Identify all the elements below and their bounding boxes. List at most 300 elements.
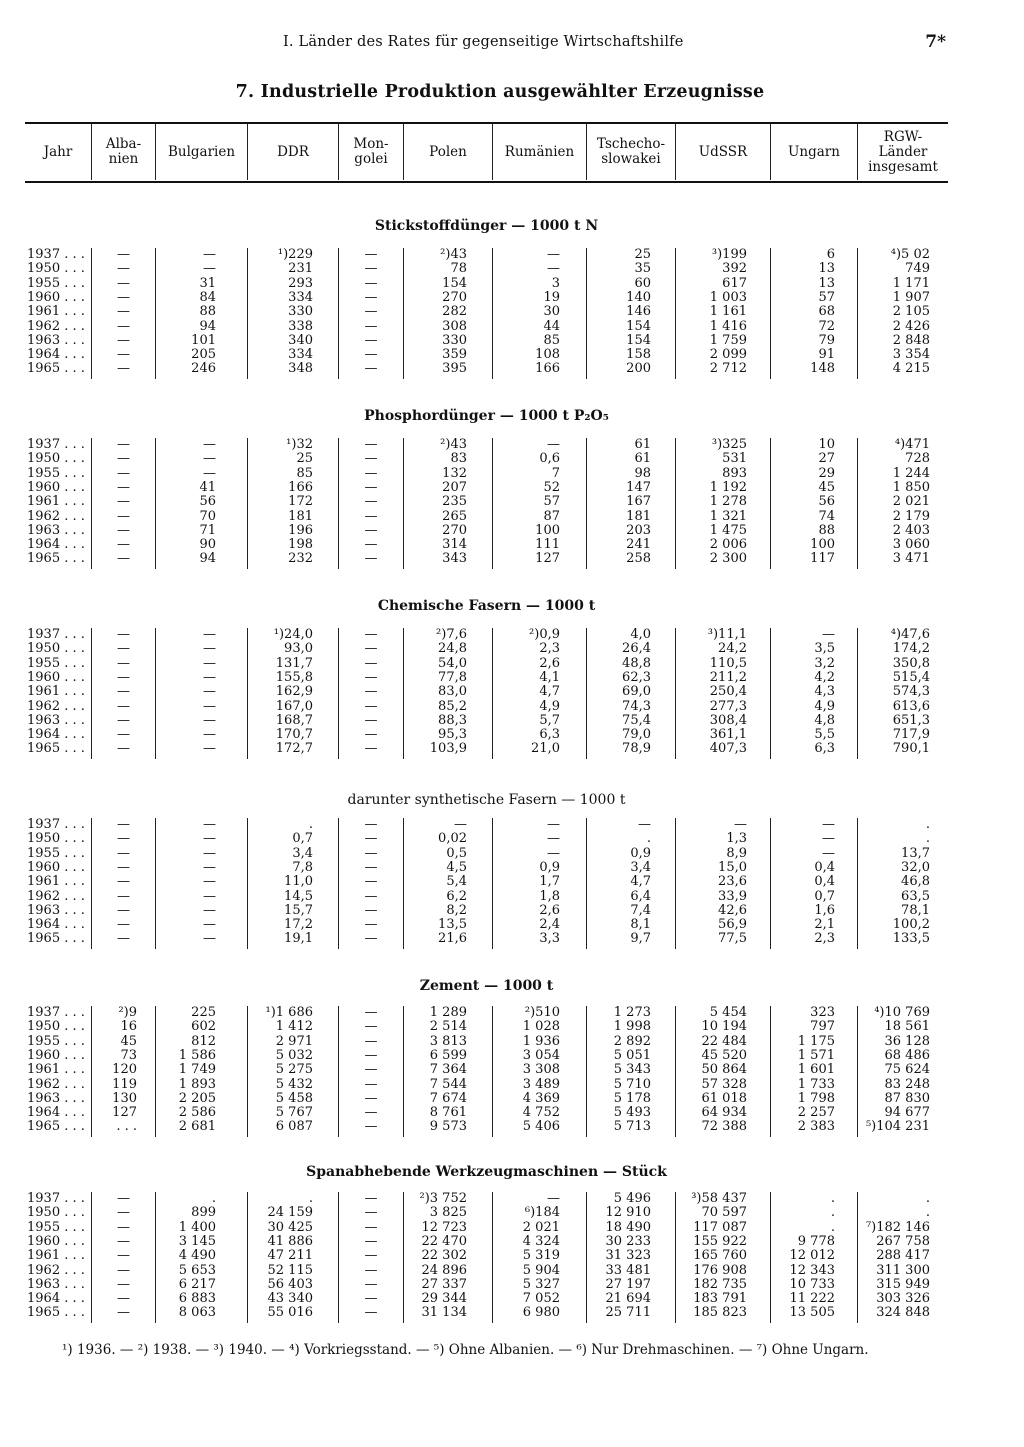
value-cell: — [203,247,216,262]
value-cell: 293 [288,275,313,291]
value-cell: 61 [634,451,651,467]
value-cell: 131,7 [275,655,313,671]
year-cell: 1960 . . . [27,479,85,495]
value-cell: — [203,931,216,947]
value-cell: — [117,522,130,538]
year-cell: 1955 . . . [27,845,85,861]
value-cell: 56 403 [267,1276,313,1292]
value-cell: — [822,831,835,847]
value-cell: 1 998 [613,1019,651,1035]
year-cell: 1937 . . . [27,817,85,832]
column-header: Bulgarien [155,124,247,180]
value-cell: — [364,1076,378,1092]
value-cell: 2 105 [892,304,930,320]
value-cell: 11,0 [284,874,313,890]
value-cell: 7 052 [522,1291,560,1307]
value-cell: 14,5 [284,888,313,904]
value-cell: 174,2 [892,641,930,657]
value-cell: — [117,318,130,334]
year-cell: 1965 . . . [27,1305,85,1321]
value-cell: — [117,1276,130,1292]
value-cell: — [117,304,130,320]
year-cell: 1950 . . . [27,831,85,847]
value-cell: . [925,1191,930,1206]
value-cell: 3,4 [292,845,313,861]
year-cell: 1962 . . . [27,1076,85,1092]
table-row [25,320,948,334]
value-cell: 24,8 [438,641,467,657]
value-cell: — [454,817,467,832]
value-cell: 21,6 [438,931,467,947]
value-cell: 1,7 [539,874,560,890]
value-cell: 2,1 [814,917,835,933]
value-cell: 57 [543,494,560,510]
table-row [25,1120,948,1134]
value-cell: 2 848 [892,332,930,348]
value-cell: 24,2 [718,641,747,657]
value-cell: 338 [288,318,313,334]
value-cell: ²)3 752 [419,1191,467,1206]
year-cell: 1962 . . . [27,698,85,714]
table-row [25,1235,948,1249]
value-cell: ⁵)104 231 [865,1119,930,1135]
value-cell: 0,9 [630,845,651,861]
value-cell: — [364,522,378,538]
value-cell: — [203,627,216,642]
value-cell: — [364,741,378,757]
value-cell: — [364,1019,378,1035]
value-cell: 10 [818,437,835,452]
value-cell: 79 [818,332,835,348]
value-cell: — [364,361,378,377]
value-cell: 84 [199,289,216,305]
value-cell: 148 [810,361,835,377]
value-cell: 33,9 [718,888,747,904]
value-cell: 185 823 [693,1305,747,1321]
value-cell: — [547,247,560,262]
value-cell: 111 [535,537,560,553]
value-cell: 165 760 [693,1248,747,1264]
value-cell: 311 300 [876,1262,930,1278]
value-cell: 19 [543,289,560,305]
table-row [25,362,948,376]
value-cell: 2,4 [539,917,560,933]
table-row [25,1221,948,1235]
year-cell: 1964 . . . [27,347,85,363]
value-cell: 3 054 [522,1047,560,1063]
value-cell: 288 417 [876,1248,930,1264]
value-cell: 1 278 [709,494,747,510]
value-cell: . [646,831,651,847]
value-cell: 74 [818,508,835,524]
value-cell: — [364,479,378,495]
year-cell: 1965 . . . [27,931,85,947]
value-cell: — [117,874,130,890]
table-row [25,452,948,466]
table-row [25,818,948,832]
column-header: Ungarn [770,124,857,180]
value-cell: 94 677 [884,1105,930,1121]
section-block [25,1192,948,1323]
year-cell: 1960 . . . [27,859,85,875]
value-cell: 8,2 [446,902,467,918]
value-cell: 70 [199,508,216,524]
value-cell: 899 [191,1205,216,1221]
value-cell: 1 161 [709,304,747,320]
year-cell: 1963 . . . [27,1276,85,1292]
value-cell: 5 713 [613,1119,651,1135]
value-cell: 893 [722,465,747,481]
value-cell: 154 [442,275,467,291]
value-cell: 323 [810,1005,835,1020]
table-row [25,495,948,509]
table-row [25,861,948,875]
value-cell: — [364,1005,378,1020]
value-cell: 6,4 [630,888,651,904]
value-cell: 5 653 [178,1262,216,1278]
section-block [25,248,948,379]
value-cell: — [203,902,216,918]
table-row [25,628,948,642]
year-cell: 1965 . . . [27,741,85,757]
value-cell: 24 159 [267,1205,313,1221]
value-cell: 5 432 [275,1076,313,1092]
value-cell: 5 275 [275,1062,313,1078]
value-cell: — [117,902,130,918]
value-cell: 1 003 [709,289,747,305]
value-cell: 166 [535,361,560,377]
year-cell: 1950 . . . [27,1205,85,1221]
year-cell: 1965 . . . [27,1119,85,1135]
value-cell: — [364,551,378,567]
value-cell: — [117,698,130,714]
value-cell: 574,3 [892,684,930,700]
table-row [25,1006,948,1020]
table-row [25,890,948,904]
value-cell: — [117,817,130,832]
value-cell: 5 493 [613,1105,651,1121]
value-cell: 56,9 [718,917,747,933]
value-cell: — [364,859,378,875]
value-cell: . [308,817,313,832]
value-cell: 2 257 [797,1105,835,1121]
value-cell: 5,7 [539,712,560,728]
table-row [25,467,948,481]
section-block [25,628,948,759]
value-cell: 36 128 [884,1033,930,1049]
value-cell: — [364,684,378,700]
value-cell: 22 470 [421,1233,467,1249]
value-cell: 30 233 [605,1233,651,1249]
value-cell: 4,5 [446,859,467,875]
year-cell: 1937 . . . [27,1005,85,1020]
table-title: 7. Industrielle Produktion ausgewählter Erzeugnisse [235,82,765,102]
value-cell: 1 416 [709,318,747,334]
value-cell: . . . [116,1119,137,1135]
value-cell: 18 490 [605,1219,651,1235]
value-cell: 4,9 [539,698,560,714]
value-cell: — [364,261,378,277]
value-cell: 13,5 [438,917,467,933]
value-cell: 2,3 [814,931,835,947]
table-row [25,1206,948,1220]
value-cell: . [925,831,930,847]
value-cell: 0,02 [438,831,467,847]
value-cell: 2 712 [709,361,747,377]
value-cell: 91 [818,347,835,363]
value-cell: 78,9 [622,741,651,757]
section-title: darunter synthetische Fasern — 1000 t [347,792,626,808]
value-cell: — [822,627,835,642]
value-cell: — [117,1248,130,1264]
footnotes: ¹) 1936. — ²) 1938. — ³) 1940. — ⁴) Vorkriegsstand. — ⁵) Ohne Albanien. — ⁶) Nur Drehmaschinen. — ⁷) Ohne Ungarn. [62,1342,869,1358]
year-cell: 1937 . . . [27,1191,85,1206]
column-header: Polen [403,124,492,180]
value-cell: ²)7,6 [436,627,467,642]
year-cell: 1962 . . . [27,508,85,524]
value-cell: 2 383 [797,1119,835,1135]
value-cell: 314 [442,537,467,553]
value-cell: — [364,1033,378,1049]
value-cell: . [308,1191,313,1206]
value-cell: 12 012 [789,1248,835,1264]
value-cell: 27 [818,451,835,467]
value-cell: — [364,831,378,847]
value-cell: 27 337 [421,1276,467,1292]
year-cell: 1963 . . . [27,332,85,348]
value-cell: — [203,917,216,933]
value-cell: — [364,537,378,553]
column-header: RGW- Länder insgesamt [857,124,948,180]
value-cell: 651,3 [892,712,930,728]
value-cell: 5 319 [522,1248,560,1264]
value-cell: 1 244 [892,465,930,481]
table-row [25,348,948,362]
value-cell: 613,6 [892,698,930,714]
value-cell: — [364,1248,378,1264]
value-cell: 2 021 [892,494,930,510]
value-cell: 23,6 [718,874,747,890]
value-cell: 12 343 [789,1262,835,1278]
value-cell: — [203,465,216,481]
value-cell: — [203,641,216,657]
year-cell: 1963 . . . [27,712,85,728]
value-cell: 95,3 [438,727,467,743]
value-cell: 1 749 [178,1062,216,1078]
table-row [25,714,948,728]
value-cell: — [203,817,216,832]
table-row [25,524,948,538]
value-cell: 1 733 [797,1076,835,1092]
value-cell: 13,7 [901,845,930,861]
value-cell: 12 910 [605,1205,651,1221]
value-cell: — [364,1276,378,1292]
value-cell: 69,0 [622,684,651,700]
column-header: UdSSR [675,124,770,180]
table-row [25,1264,948,1278]
value-cell: 4 752 [522,1105,560,1121]
value-cell: — [364,1119,378,1135]
value-cell: 265 [442,508,467,524]
column-header: Rumänien [492,124,586,180]
value-cell: 2 300 [709,551,747,567]
value-cell: 303 326 [876,1291,930,1307]
value-cell: 130 [112,1090,137,1106]
column-header: DDR [247,124,338,180]
value-cell: 2 403 [892,522,930,538]
value-cell: 0,4 [814,874,835,890]
value-cell: 94 [199,551,216,567]
value-cell: 17,2 [284,917,313,933]
value-cell: 1 171 [892,275,930,291]
value-cell: — [364,669,378,685]
value-cell: 154 [626,332,651,348]
value-cell: . [211,1191,216,1206]
value-cell: 88,3 [438,712,467,728]
value-cell: 717,9 [892,727,930,743]
value-cell: — [117,727,130,743]
value-cell: 9 778 [797,1233,835,1249]
value-cell: 1 893 [178,1076,216,1092]
value-cell: 2 205 [178,1090,216,1106]
value-cell: — [117,888,130,904]
value-cell: 146 [626,304,651,320]
value-cell: — [364,1233,378,1249]
value-cell: 225 [191,1005,216,1020]
value-cell: — [547,845,560,861]
value-cell: — [117,437,130,452]
section-title: Phosphordünger — 1000 t P₂O₅ [364,408,609,424]
value-cell: 5 454 [709,1005,747,1020]
value-cell: 3 354 [892,347,930,363]
value-cell: — [117,1291,130,1307]
table-row [25,1078,948,1092]
value-cell: 30 425 [267,1219,313,1235]
year-cell: 1964 . . . [27,727,85,743]
value-cell: 200 [626,361,651,377]
value-cell: 77,5 [718,931,747,947]
value-cell: 29 344 [421,1291,467,1307]
value-cell: 172 [288,494,313,510]
value-cell: 515,4 [892,669,930,685]
value-cell: — [364,874,378,890]
value-cell: ⁴)10 769 [874,1005,930,1020]
value-cell: 6 087 [275,1119,313,1135]
value-cell: 5 710 [613,1076,651,1092]
value-cell: 15,0 [718,859,747,875]
value-cell: 617 [722,275,747,291]
value-cell: — [734,817,747,832]
value-cell: 1 192 [709,479,747,495]
value-cell: 359 [442,347,467,363]
value-cell: — [117,479,130,495]
value-cell: 3,5 [814,641,835,657]
value-cell: — [117,684,130,700]
section-block [25,818,948,949]
value-cell: — [364,902,378,918]
value-cell: 0,7 [814,888,835,904]
value-cell: 56 [818,494,835,510]
value-cell: . [925,1205,930,1221]
value-cell: 2 099 [709,347,747,363]
value-cell: 117 087 [693,1219,747,1235]
value-cell: 8,1 [630,917,651,933]
value-cell: — [547,261,560,277]
value-cell: 258 [626,551,651,567]
value-cell: — [364,1047,378,1063]
value-cell: 246 [191,361,216,377]
value-cell: 348 [288,361,313,377]
value-cell: 1 850 [892,479,930,495]
year-cell: 1964 . . . [27,1105,85,1121]
value-cell: 5 178 [613,1090,651,1106]
year-cell: 1960 . . . [27,1233,85,1249]
column-header: Mon- golei [338,124,403,180]
value-cell: 531 [722,451,747,467]
value-cell: — [364,451,378,467]
value-cell: 172,7 [275,741,313,757]
section-block [25,438,948,569]
value-cell: ⁴)47,6 [890,627,930,642]
value-cell: 2 681 [178,1119,216,1135]
value-cell: — [364,817,378,832]
value-cell: 176 908 [693,1262,747,1278]
value-cell: — [117,1219,130,1235]
value-cell: — [547,817,560,832]
value-cell: 41 [199,479,216,495]
value-cell: 183 791 [693,1291,747,1307]
value-cell: ³)325 [711,437,747,452]
value-cell: 70 597 [701,1205,747,1221]
value-cell: 47 211 [267,1248,313,1264]
value-cell: 21,0 [531,741,560,757]
value-cell: 155,8 [275,669,313,685]
year-cell: 1961 . . . [27,684,85,700]
value-cell: ³)11,1 [707,627,747,642]
value-cell: 71 [199,522,216,538]
value-cell: — [364,712,378,728]
value-cell: 56 [199,494,216,510]
value-cell: 1 475 [709,522,747,538]
value-cell: — [203,712,216,728]
value-cell: 5 343 [613,1062,651,1078]
value-cell: 155 922 [693,1233,747,1249]
value-cell: 44 [543,318,560,334]
value-cell: — [638,817,651,832]
value-cell: — [364,1262,378,1278]
value-cell: 812 [191,1033,216,1049]
table-row [25,904,948,918]
section-title: Zement — 1000 t [419,978,554,994]
value-cell: 62,3 [622,669,651,685]
value-cell: ¹)24,0 [273,627,313,642]
value-cell: — [117,669,130,685]
value-cell: 16 [120,1019,137,1035]
table-row [25,1192,948,1206]
value-cell: 0,9 [539,859,560,875]
table-row [25,1092,948,1106]
table-row [25,1035,948,1049]
value-cell: . [830,1219,835,1235]
value-cell: 88 [818,522,835,538]
value-cell: 52 [543,479,560,495]
value-cell: 1 936 [522,1033,560,1049]
value-cell: — [203,831,216,847]
year-cell: 1950 . . . [27,1019,85,1035]
value-cell: 2 426 [892,318,930,334]
value-cell: — [364,627,378,642]
value-cell: 1 798 [797,1090,835,1106]
